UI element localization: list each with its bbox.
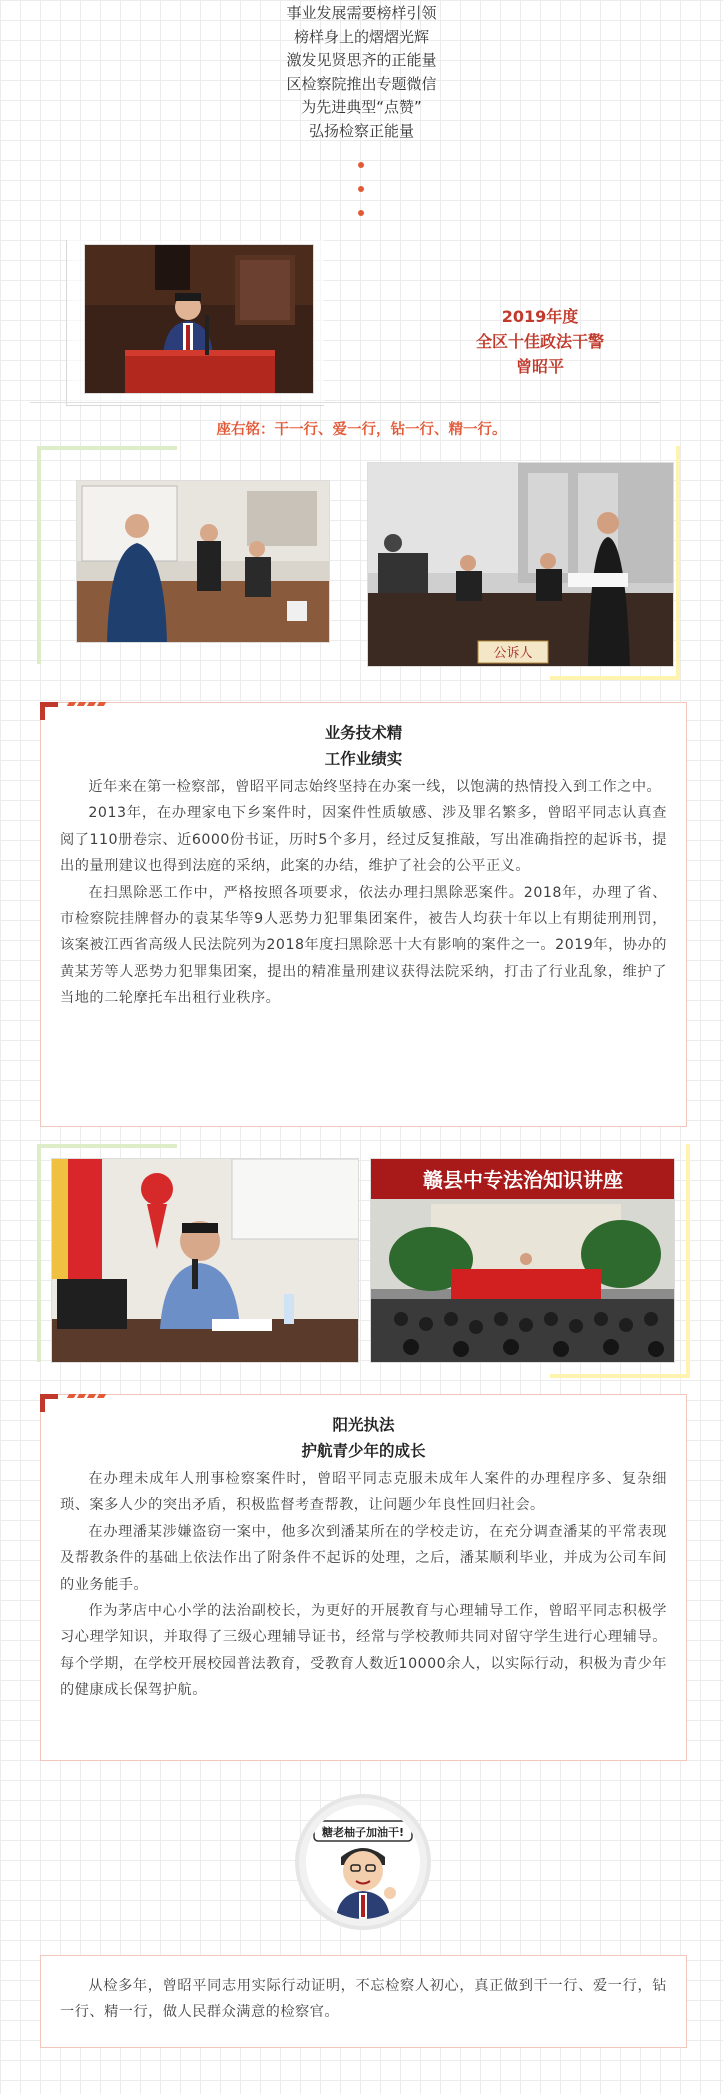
closing-text: 从检多年，曾昭平同志用实际行动证明，不忘检察人初心，真正做到干一行、爱一行，钻一行、精一行，做人民群众满意的检察官。	[60, 1978, 667, 2021]
section1-body	[60, 774, 667, 1012]
closing-body	[60, 1973, 667, 2026]
decor-dot	[358, 210, 364, 216]
paragraph: 在办理未成年人刑事检察案件时，曾昭平同志克服未成年人案件的办理程序多、复杂细琐、案多人少的突出矛盾，积极监督考查帮教，让问题少年良性回归社会。	[60, 1471, 667, 1514]
section2-body	[60, 1466, 667, 1704]
section2-title-line2: 护航青少年的成长	[301, 1442, 426, 1460]
award-honor: 全区十佳政法干警	[475, 332, 604, 351]
photo-courtroom	[367, 462, 674, 667]
motto-text: 座右铭：干一行、爱一行，钻一行、精一行。	[216, 422, 507, 438]
decor-dot	[358, 162, 364, 168]
intro-poem	[0, 2, 723, 143]
paragraph: 在办理潘某涉嫌盗窃一案中，他多次到潘某所在的学校走访，在充分调查潘某的平常表现及帮教条件的基础上依法作出了附条件不起诉的处理，之后，潘某顺利毕业，并成为公司车间的业务能手。	[60, 1523, 667, 1593]
paragraph: 在扫黑除恶工作中，严格按照各项要求，依法办理扫黑除恶案件。2018年，办理了省、市检察院挂牌督办的袁某华等9人恶势力犯罪集团案件，被告人均获十年以上有期徒刑刑罚，该案被江西省高级人民法院列为2018年度扫黑除恶十大有影响的案件之一。2019年，协办的黄某芳等人恶势力犯罪集团案，提出的精准量刑建议获得法院采纳，打击了行业乱象，维护了当地的二轮摩托车出租行业秩序。	[60, 884, 667, 1007]
photo-speaker	[51, 1158, 359, 1363]
paragraph: 2013年，在办理家电下乡案件时，因案件性质敏感、涉及罪名繁多，曾昭平同志认真查阅了110册卷宗、近6000份书证，历时5个多月，经过反复推敲，写出准确指控的起诉书，提出的量刑建议也得到法庭的采纳，此案的办结，维护了社会的公平正义。	[60, 805, 667, 875]
lecture-banner: 赣县中专法治知识讲座	[423, 1168, 623, 1192]
section1-title-line2: 工作业绩实	[324, 750, 403, 768]
photo-lecture	[370, 1158, 675, 1363]
section2-title-line1: 阳光执法	[332, 1416, 395, 1434]
card-corner-decor	[40, 1394, 58, 1412]
award-year: 2019年度	[501, 307, 579, 326]
card-stripes-decor	[68, 702, 105, 706]
court-sign: 公诉人	[493, 646, 533, 661]
section1-title	[40, 720, 687, 772]
card-stripes-decor	[68, 1394, 105, 1398]
profile-photo	[84, 244, 314, 394]
section1-title-line1: 业务技术精	[324, 724, 403, 742]
intro-line: 榜样身上的熠熠光辉	[293, 27, 429, 46]
section2-title	[40, 1412, 687, 1464]
intro-line: 弘扬检察正能量	[308, 121, 414, 140]
intro-line: 事业发展需要榜样引领	[286, 4, 437, 22]
paragraph: 作为茅店中心小学的法治副校长，为更好的开展教育与心理辅导工作，曾昭平同志积极学习心理学知识，并取得了三级心理辅导证书，经常与学校教师共同对留守学生进行心理辅导。每个学期，在学校开展校园普法教育，受教育人数近10000余人，以实际行动，积极为青少年的健康成长保驾护航。	[60, 1603, 667, 1699]
card-corner-decor	[40, 702, 58, 720]
photo-meeting	[76, 480, 330, 643]
divider	[30, 402, 660, 403]
intro-line: 激发见贤思齐的正能量	[286, 51, 437, 69]
intro-line: 为先进典型“点赞”	[301, 98, 422, 116]
paragraph: 近年来在第一检察部，曾昭平同志始终坚持在办案一线，以饱满的热情投入到工作之中。	[88, 779, 662, 795]
award-block	[430, 304, 650, 379]
decor-dot	[358, 186, 364, 192]
award-name: 曾昭平	[515, 357, 564, 376]
avatar	[306, 1805, 420, 1919]
avatar-caption: 糖老柚子加油干!	[321, 1826, 405, 1839]
intro-line: 区检察院推出专题微信	[286, 74, 437, 93]
